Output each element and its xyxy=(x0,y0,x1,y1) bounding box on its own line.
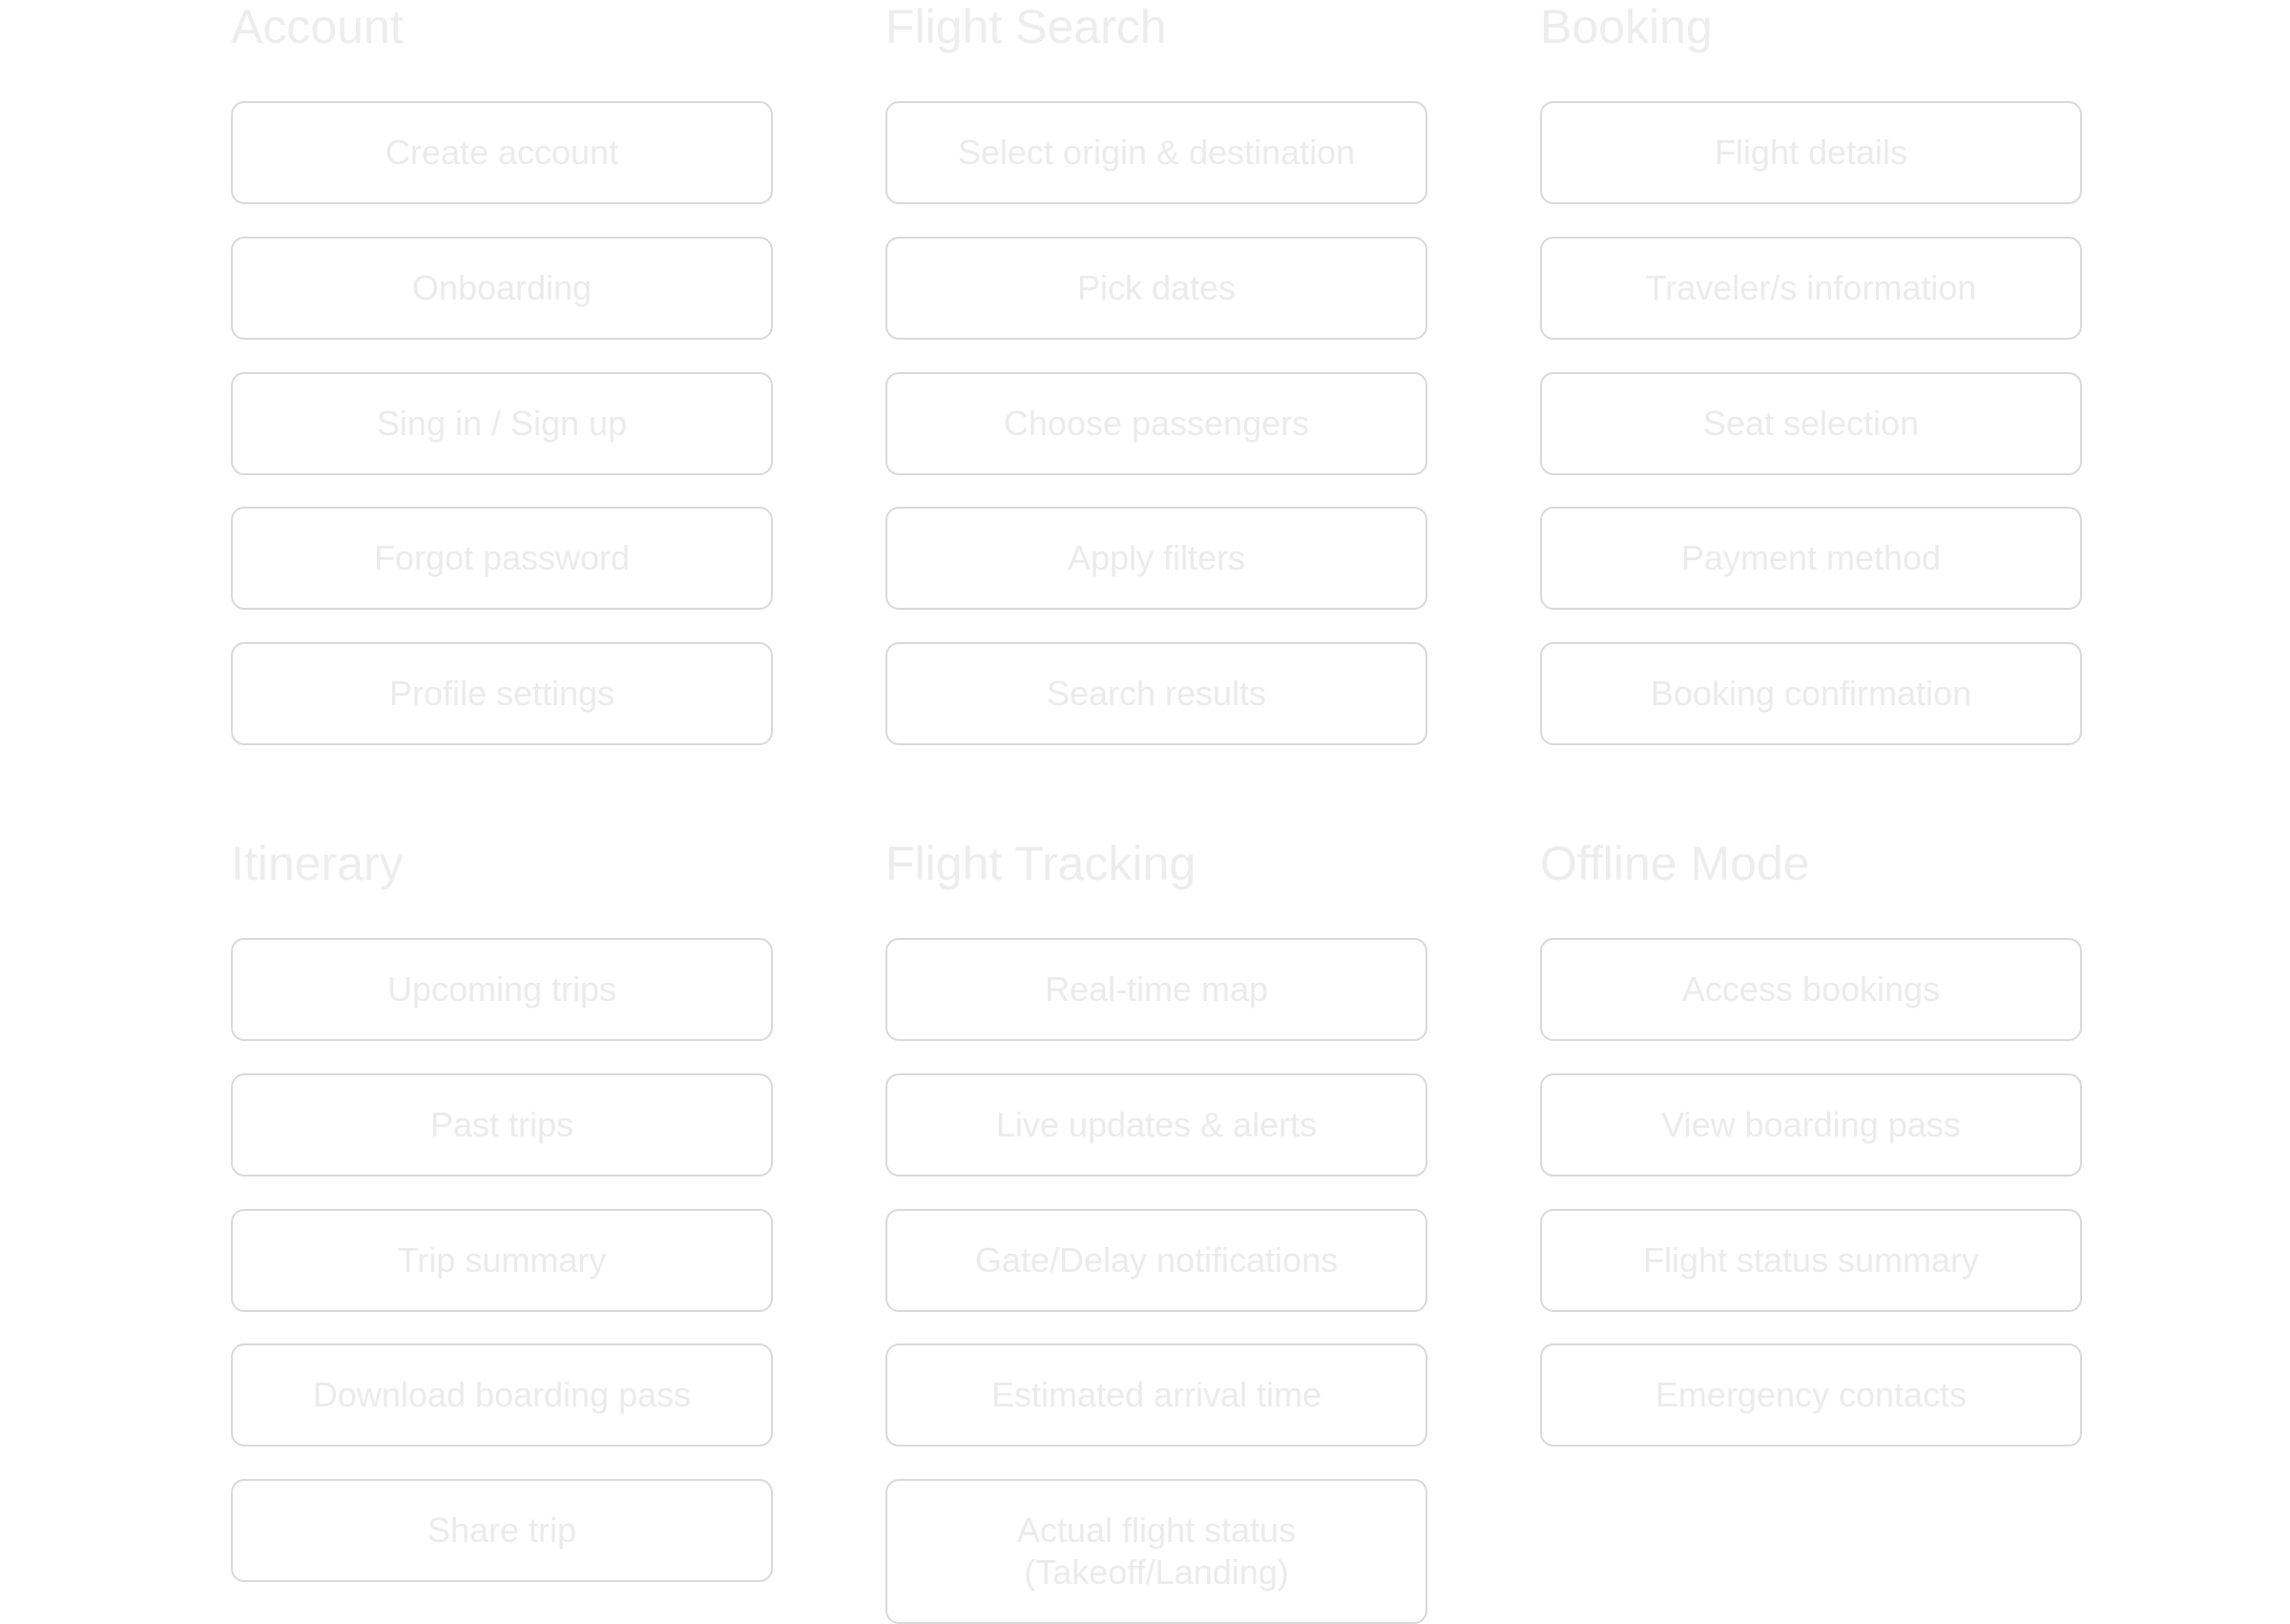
card-label: Past trips xyxy=(429,1105,574,1144)
card-payment-method[interactable] xyxy=(1540,507,2082,610)
card-actual-flight-status[interactable] xyxy=(885,1479,1427,1624)
card-booking-confirmation[interactable] xyxy=(1540,642,2082,745)
card-label: Choose passengers xyxy=(1003,404,1310,443)
card-label: Live updates & alerts xyxy=(995,1105,1318,1144)
card-upcoming-trips[interactable] xyxy=(231,938,773,1041)
card-profile-settings[interactable] xyxy=(231,642,773,745)
card-live-updates-alerts[interactable] xyxy=(885,1073,1427,1176)
card-label: Select origin & destination xyxy=(957,133,1356,172)
card-traveler-information[interactable] xyxy=(1540,237,2082,340)
card-label: Sing in / Sign up xyxy=(376,404,628,443)
card-label: Emergency contacts xyxy=(1655,1375,1967,1414)
card-download-boarding-pass[interactable] xyxy=(231,1343,773,1447)
card-label: Estimated arrival time xyxy=(990,1375,1322,1414)
card-label: Apply filters xyxy=(1067,538,1246,577)
card-pick-dates[interactable] xyxy=(885,237,1427,340)
card-apply-filters[interactable] xyxy=(885,507,1427,610)
card-label: Search results xyxy=(1046,674,1267,713)
card-label: Upcoming trips xyxy=(386,969,617,1009)
card-label: Access bookings xyxy=(1681,969,1941,1009)
card-sign-in-sign-up[interactable] xyxy=(231,372,773,475)
card-past-trips[interactable] xyxy=(231,1073,773,1176)
card-label: Gate/Delay notifications xyxy=(974,1240,1339,1280)
card-label: Pick dates xyxy=(1076,268,1237,307)
card-trip-summary[interactable] xyxy=(231,1209,773,1312)
card-view-boarding-pass[interactable] xyxy=(1540,1073,2082,1176)
card-access-bookings[interactable] xyxy=(1540,938,2082,1041)
card-label: Flight status summary xyxy=(1642,1240,1980,1280)
card-real-time-map[interactable] xyxy=(885,938,1427,1041)
card-emergency-contacts[interactable] xyxy=(1540,1343,2082,1447)
card-label: Share trip xyxy=(427,1510,577,1550)
card-flight-details[interactable] xyxy=(1540,101,2082,204)
card-gate-delay-notifications[interactable] xyxy=(885,1209,1427,1312)
card-choose-passengers[interactable] xyxy=(885,372,1427,475)
card-share-trip[interactable] xyxy=(231,1479,773,1582)
card-label: Forgot password xyxy=(373,538,631,577)
card-label: Payment method xyxy=(1680,538,1942,577)
card-forgot-password[interactable] xyxy=(231,507,773,610)
card-onboarding[interactable] xyxy=(231,237,773,340)
card-label: Real-time map xyxy=(1044,969,1269,1009)
card-create-account[interactable] xyxy=(231,101,773,204)
card-select-origin-destination[interactable] xyxy=(885,101,1427,204)
card-seat-selection[interactable] xyxy=(1540,372,2082,475)
section-title-flight-search: Flight Search xyxy=(885,0,1167,53)
section-title-offline-mode: Offline Mode xyxy=(1540,837,1810,890)
section-title-itinerary: Itinerary xyxy=(231,837,404,890)
card-label: View boarding pass xyxy=(1661,1105,1961,1144)
section-title-account: Account xyxy=(231,0,404,53)
card-search-results[interactable] xyxy=(885,642,1427,745)
card-label: Create account xyxy=(385,133,619,172)
card-label: Download boarding pass xyxy=(312,1375,692,1414)
card-label: Traveler/s information xyxy=(1645,268,1977,307)
card-label: Profile settings xyxy=(388,674,615,713)
card-label: Flight details xyxy=(1714,133,1908,172)
card-flight-status-summary[interactable] xyxy=(1540,1209,2082,1312)
card-estimated-arrival-time[interactable] xyxy=(885,1343,1427,1447)
card-label: Onboarding xyxy=(411,268,593,307)
section-title-booking: Booking xyxy=(1540,0,1713,53)
section-title-flight-tracking: Flight Tracking xyxy=(885,837,1197,890)
card-label: Booking confirmation xyxy=(1650,674,1972,713)
card-label: Seat selection xyxy=(1702,404,1920,443)
card-label: Trip summary xyxy=(397,1240,607,1280)
card-label: Actual flight status (Takeoff/Landing) xyxy=(1016,1510,1297,1592)
